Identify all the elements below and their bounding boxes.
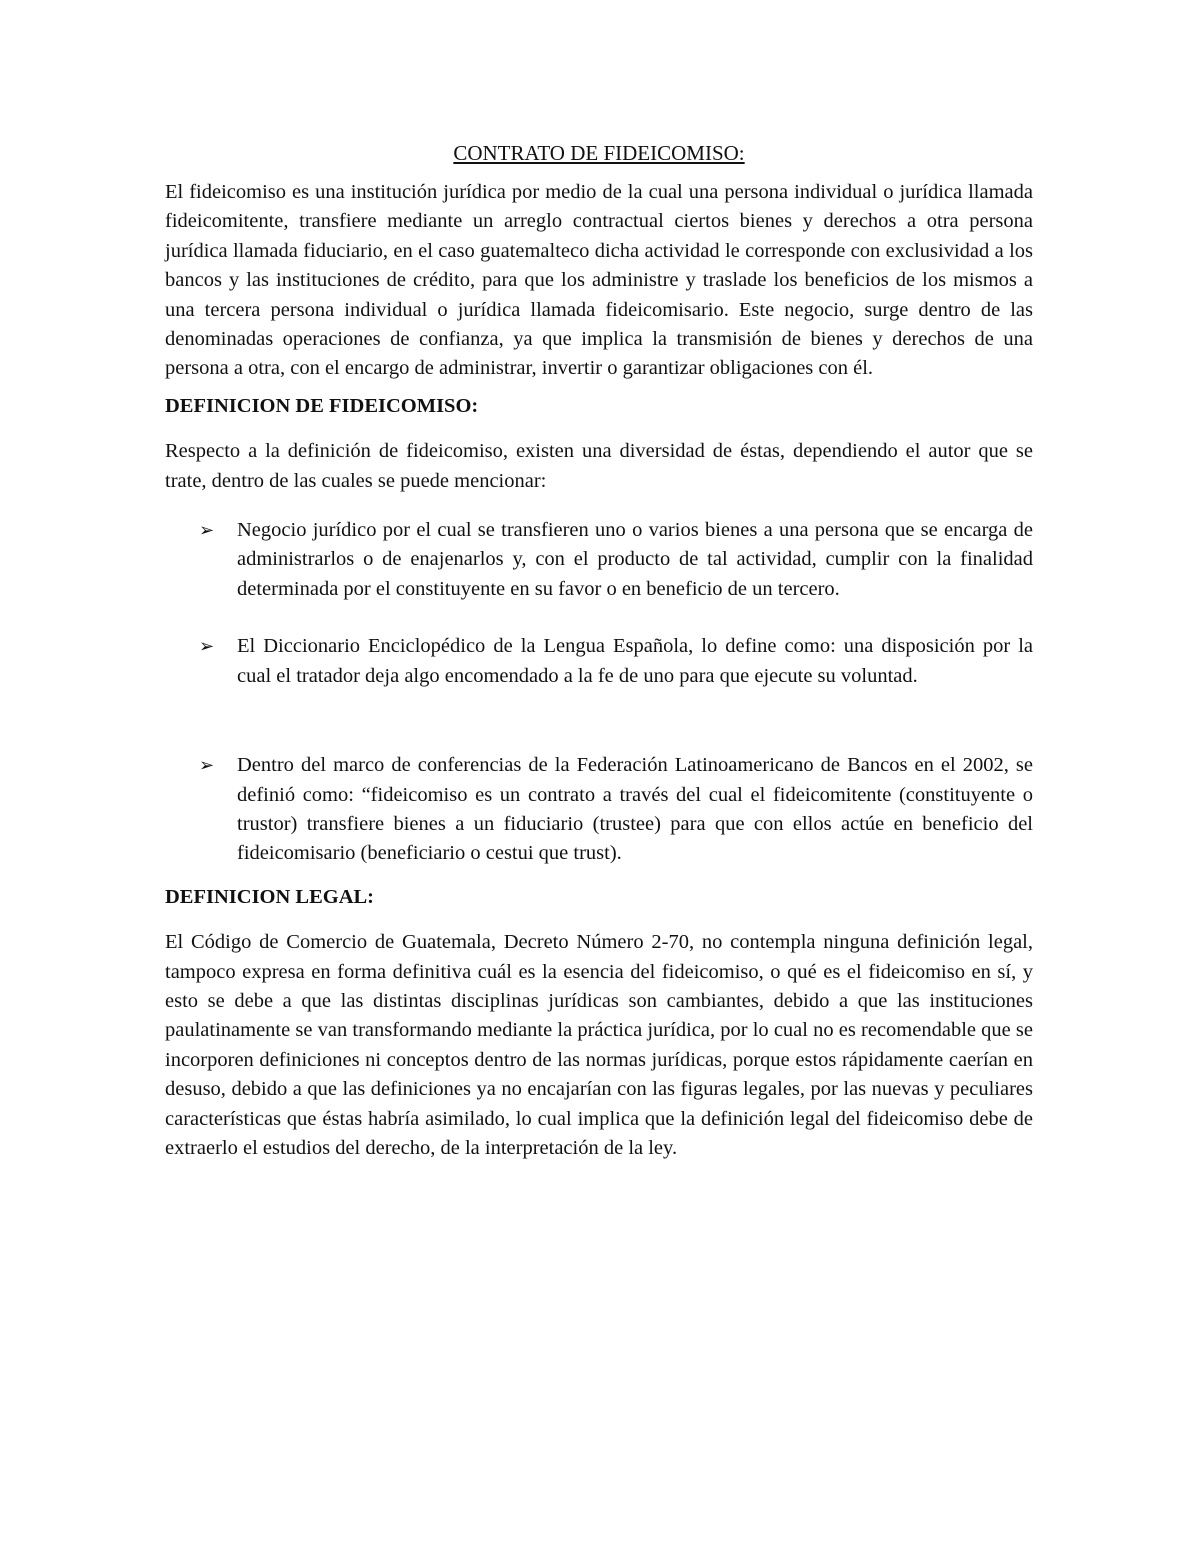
- document-page: [165, 138, 1033, 1163]
- list-item: [165, 751, 1033, 869]
- section-heading-definicion: DEFINICION DE FIDEICOMISO:: [165, 394, 479, 417]
- list-item-text: El Diccionario Enciclopédico de la Lengua Española, lo define como: una disposición por la cual el tratador deja algo encomendado a la fe de uno para que ejecute su voluntad.: [237, 635, 1033, 687]
- arrow-bullet-icon: ➢: [199, 636, 215, 658]
- definition-list: [165, 516, 1033, 869]
- list-item: [165, 632, 1033, 691]
- legal-paragraph: El Código de Comercio de Guatemala, Decreto Número 2-70, no contempla ninguna definición legal, tampoco expresa en forma definitiva cuál es la esencia del fideicomiso, o qué es el fideicomiso en sí, y esto se debe a que las distintas disciplinas jurídicas son cambiantes, debido a que las instituciones paulatinamente se van transformando mediante la práctica jurídica, por lo cual no es recomendable que se incorporen definiciones ni conceptos dentro de las normas jurídicas, porque estos rápidamente caerían en desuso, debido a que las definiciones ya no encajarían con las figuras legales, por las nuevas y peculiares características que éstas habría asimilado, lo cual implica que la definición legal del fideicomiso debe de extraerlo el estudios del derecho, de la interpretación de la ley.: [165, 931, 1033, 1159]
- arrow-bullet-icon: ➢: [199, 520, 215, 542]
- section-heading-legal: DEFINICION LEGAL:: [165, 885, 375, 908]
- intro-paragraph: El fideicomiso es una institución jurídica por medio de la cual una persona individual o jurídica llamada fideicomitente, transfiere mediante un arreglo contractual ciertos bienes y derechos a otra persona jurídica llamada fiduciario, en el caso guatemalteco dicha actividad le corresponde con exclusividad a los bancos y las instituciones de crédito, para que los administre y traslade los beneficios de los mismos a una tercera persona individual o jurídica llamada fideicomisario. Este negocio, surge dentro de las denominadas operaciones de confianza, ya que implica la transmisión de bienes y derechos de una persona a otra, con el encargo de administrar, invertir o garantizar obligaciones con él.: [165, 181, 1033, 380]
- arrow-bullet-icon: ➢: [199, 755, 215, 777]
- list-item-text: Dentro del marco de conferencias de la Federación Latinoamericano de Bancos en el 2002, se definió como: “fideicomiso es un contrato a través del cual el fideicomitente (constituyente o trustor) transfiere bienes a un fiduciario (trustee) para que con ellos actúe en beneficio del fideicomisario (beneficiario o cestui que trust).: [237, 754, 1033, 865]
- list-item-text: Negocio jurídico por el cual se transfieren uno o varios bienes a una persona que se encarga de administrarlos o de enajenarlos y, con el producto de tal actividad, cumplir con la finalidad determinada por el constituyente en su favor o en beneficio de un tercero.: [237, 519, 1033, 600]
- document-title: CONTRATO DE FIDEICOMISO:: [453, 141, 745, 165]
- section-intro-paragraph: Respecto a la definición de fideicomiso, existen una diversidad de éstas, dependiendo el autor que se trate, dentro de las cuales se puede mencionar:: [165, 440, 1033, 492]
- list-item: [165, 516, 1033, 604]
